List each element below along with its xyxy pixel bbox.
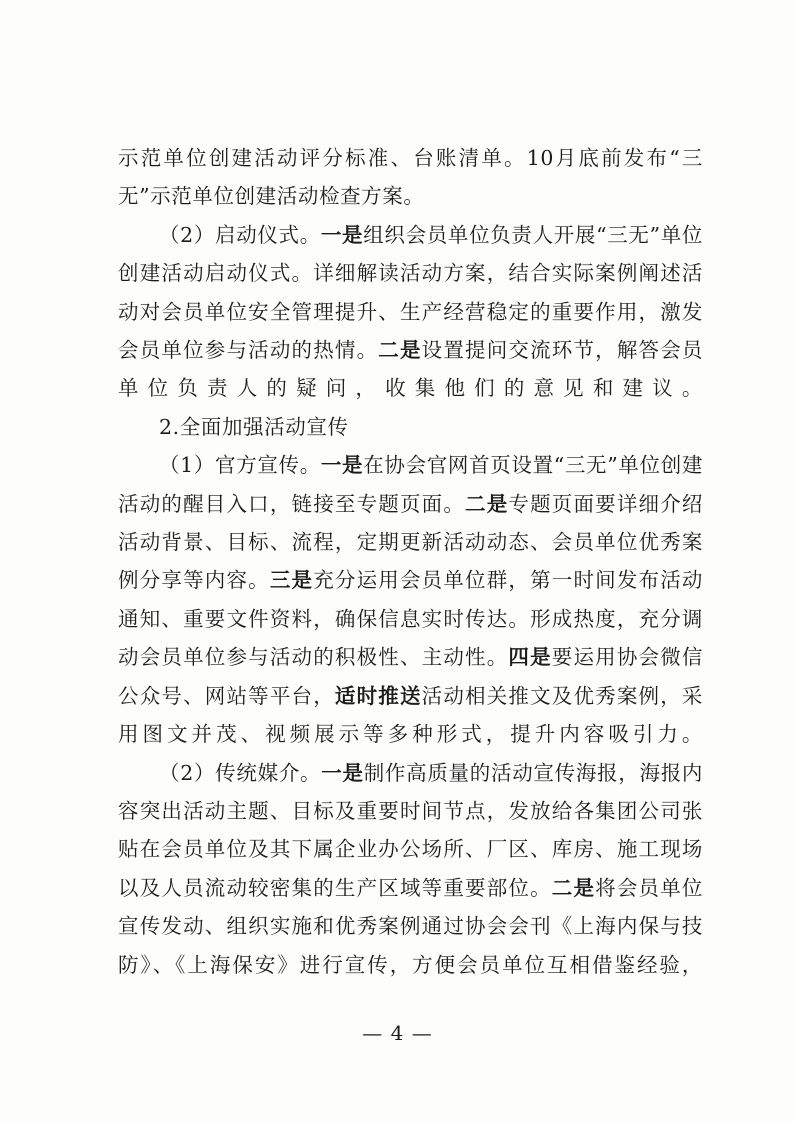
text-run: 充分运用会员单位群，第一时间发布活动通知、重要文件资料，确保信息实时传达。形成热度，充分调动会员单位参与活动的积极性、主动性。	[118, 568, 704, 670]
text-run: 设置提问交流环节，解答会员单位负责人的疑问，收集他们的意见和建议。	[118, 338, 704, 401]
emphasis-run: 四是	[508, 645, 552, 670]
emphasis-run: 一是	[321, 760, 364, 785]
emphasis-run: 三是	[269, 568, 314, 593]
paragraph-scoring-standards	[118, 139, 703, 216]
emphasis-run: 二是	[551, 875, 596, 900]
emphasis-run: 二是	[378, 338, 422, 363]
text-run: 组织会员单位负责人开展“三无”单位创建活动启动仪式。详细解读活动方案，结合实际案例阐述活动对会员单位安全管理提升、生产经营稳定的重要作用，激发会员单位参与活动的热情。	[118, 222, 703, 363]
page-number: — 4 —	[362, 1021, 433, 1045]
text-run: 专题页面要详细介绍活动背景、目标、流程，定期更新活动动态、会员单位优秀案例分享等内容。	[118, 491, 704, 593]
text-run: 要运用协会微信公众号、网站等平台，	[118, 645, 704, 708]
text-run: 活动相关推文及优秀案例，采用图文并茂、视频展示等多种形式，提升内容吸引力。	[118, 683, 704, 747]
paragraph-official-publicity	[118, 446, 703, 753]
text-run: 将会员单位宣传发动、组织实施和优秀案例通过协会会刊《上海内保与技防》、《上海保安》进行宣传，方便会员单位互相借鉴经验，	[118, 875, 704, 977]
emphasis-run: 一是	[320, 453, 364, 478]
text-run: 制作高质量的活动宣传海报，海报内容突出活动主题、目标及重要时间节点，发放给各集团公司张贴在会员单位及其下属企业办公场所、厂区、库房、施工现场以及人员流动较密集的生产区域等重要部位。	[118, 760, 704, 900]
paragraph-traditional-media	[118, 754, 703, 984]
text-run: （1）官方宣传。	[159, 453, 321, 478]
text-run: 在协会官网首页设置“三无”单位创建活动的醒目入口，链接至专题页面。	[118, 453, 703, 516]
section-heading: 2.全面加强活动宣传	[159, 414, 349, 439]
text-run: （2）启动仪式。	[159, 222, 321, 247]
emphasis-run: 二是	[465, 491, 509, 516]
emphasis-run: 一是	[320, 222, 364, 247]
paragraph-launch-ceremony	[118, 216, 703, 408]
text-run: （2）传统媒介。	[159, 760, 322, 785]
emphasis-run: 适时推送	[334, 683, 422, 708]
text-run: 示范单位创建活动评分标准、台账清单。10月底前发布“三无”示范单位创建活动检查方案。	[118, 146, 703, 209]
document-body	[118, 139, 703, 984]
